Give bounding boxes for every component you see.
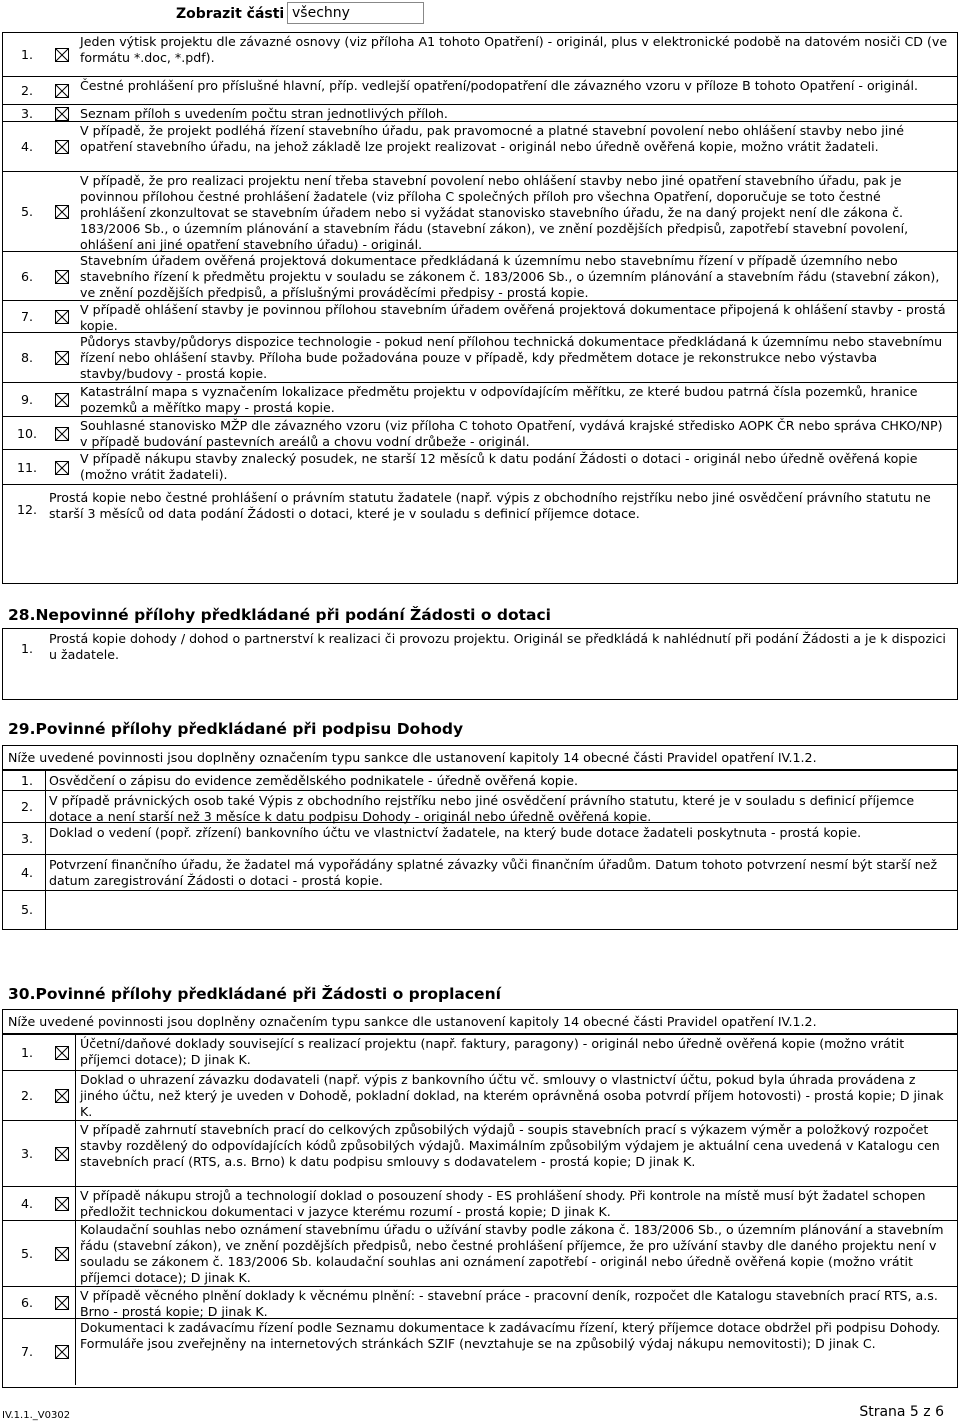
checkbox-checked-icon[interactable] (55, 84, 69, 98)
item-number: 3. (20, 1146, 34, 1161)
item-number: 9. (20, 392, 34, 407)
checkbox-checked-icon[interactable] (55, 427, 69, 441)
item-number: 1. (20, 1045, 34, 1060)
item-text: Půdorys stavby/půdorys dispozice technologie - pokud není přílohou technická dokumentace předkládaná k územnímu nebo stavebnímu řízení nebo ohlášení stavby. Příloha bude požadována pouze v případě, kdy předmětem dotace je rekonstrukce nebo výstavba stavby/budovy - prostá kopie. (80, 334, 943, 381)
item-number: 5. (20, 902, 34, 917)
list-item (3, 301, 957, 333)
item-text: Prostá kopie nebo čestné prohlášení o právním statutu žadatele (např. výpis z obchodního rejstříku nebo jiné osvědčení právního statutu ne starší 3 měsíců od data podání Žádosti o dotaci, které je v souladu s definicí příjemce dotace. (49, 490, 931, 521)
list-item (3, 450, 957, 485)
item-text: Seznam příloh s uvedením počtu stran jednotlivých příloh. (80, 106, 448, 121)
checkbox-checked-icon[interactable] (55, 1147, 69, 1161)
list-item (3, 1319, 957, 1385)
item-text: Kolaudační souhlas nebo oznámení stavebnímu úřadu o užívání stavby podle zákona č. 183/2006 Sb., o územním plánování a stavebním řádu (stavební zákon), ve znění pozdějších předpisů, nebo čestné prohlášení příjemce, že pro užívání stavby dle daného projektu není v souladu se zákonem č. 183/2006 Sb. kolaudační souhlas ani oznámení zapotřebí - originál nebo úředně ověřená kopie (možno vrátit příjemci dotace); D jinak K. (80, 1222, 944, 1285)
item-text: V případě nákupu stavby znalecký posudek, ne starší 12 měsíců k datu podání Žádosti o dotaci - originál nebo úředně ověřená kopie (možno vrátit žadateli). (80, 451, 918, 482)
item-number: 1. (20, 773, 34, 788)
filter-label: Zobrazit části (176, 6, 285, 22)
item-text: Účetní/daňové doklady související s realizací projektu (např. faktury, paragony) - originál nebo úředně ověřená kopie (možno vrátit příjemci dotace); D jinak K. (80, 1036, 905, 1067)
item-number: 8. (20, 350, 34, 365)
list-item (3, 33, 957, 77)
attachments-list-previous (2, 32, 958, 584)
list-item (3, 855, 957, 891)
list-item (3, 105, 957, 122)
footer-page: Strana 5 z 6 (859, 1404, 944, 1420)
section-29-list (2, 770, 958, 930)
item-number: 2. (20, 1088, 34, 1103)
checkbox-checked-icon[interactable] (55, 393, 69, 407)
list-item (3, 172, 957, 252)
item-text: Osvědčení o zápisu do evidence zemědělského podnikatele - úředně ověřená kopie. (49, 773, 579, 788)
item-number: 5. (20, 204, 34, 219)
item-number: 7. (20, 309, 34, 324)
checkbox-checked-icon[interactable] (55, 1247, 69, 1261)
section-30-list (2, 1034, 958, 1388)
list-item (3, 485, 957, 535)
list-item (3, 1035, 957, 1071)
checkbox-checked-icon[interactable] (55, 1345, 69, 1359)
item-text: Doklad o vedení (popř. zřízení) bankovního účtu ve vlastnictví žadatele, na který bude dotace žadateli poskytnuta - prostá kopie. (49, 825, 862, 840)
item-number: 11. (16, 459, 38, 475)
list-item (3, 252, 957, 301)
item-text: Čestné prohlášení pro příslušné hlavní, příp. vedlejší opatření/podopatření dle závazného vzoru v příloze B tohoto Opatření - originál. (80, 78, 919, 93)
list-item (3, 891, 957, 929)
item-text: V případě věcného plnění doklady k věcnému plnění: - stavební práce - pracovní deník, rozpočet dle Katalogu stavebních prací RTS, a.s. Brno - prostá kopie; D jinak K. (80, 1288, 938, 1319)
item-text: Dokumentaci k zadávacímu řízení podle Seznamu dokumentace k zadávacímu řízení, který příjemce dotace obdržel při podpisu Dohody. Formuláře jsou zveřejněny na internetových stránkách SZIF (nevztahuje se na způsobilý výdaj nákupu nemovitosti); D jinak C. (80, 1320, 941, 1351)
item-text: V případě nákupu strojů a technologií doklad o posouzení shody - ES prohlášení shody. Při kontrole na místě musí být žadatel schopen předložit technickou dokumentaci v jazyce kterému rozumí - prostá kopie; D jinak K. (80, 1188, 926, 1219)
section-29-note: Níže uvedené povinnosti jsou doplněny označením typu sankce dle ustanovení kapitoly 14 obecné části Pravidel opatření IV.1.2. (8, 750, 817, 765)
list-item (3, 1121, 957, 1187)
item-number: 5. (20, 1246, 34, 1261)
checkbox-checked-icon[interactable] (55, 107, 69, 121)
item-number: 2. (20, 799, 34, 814)
list-item (3, 383, 957, 417)
section-29-title: 29.Povinné přílohy předkládané při podpisu Dohody (8, 720, 464, 738)
item-text: V případě, že pro realizaci projektu není třeba stavební povolení nebo ohlášení stavby nebo jiné opatření stavebního úřadu, pak je povinnou přílohou čestné prohlášení žadatele (viz příloha C společných příloh pro všechna Opatření, doporučuje se toto čestné prohlášení zkonzultovat se stavebním úřadem nebo si vyžádat stanovisko stavebního úřadu, že na daný projekt není dle zákona č. 183/2006 Sb., o územním plánování a stavebním řádu (stavební zákon), ve znění pozdějších předpisů, zapotřebí stavební povolení, ohlášení ani jiné opatření stavebního úřadu) - originál. (80, 173, 909, 252)
list-item (3, 629, 957, 669)
list-item (3, 1071, 957, 1121)
list-item (3, 333, 957, 383)
item-number: 4. (20, 1196, 34, 1211)
section-30-title: 30.Povinné přílohy předkládané při Žádosti o proplacení (8, 985, 501, 1003)
item-text: Stavebním úřadem ověřená projektová dokumentace předkládaná k územnímu nebo stavebnímu řízení v případě územního nebo stavebního řízení k předmětu projektu v souladu se zákonem č. 183/2006 Sb., o územním plánování a stavebním řádu (stavební zákon), ve znění pozdějších předpisů, a příslušnými prováděcími předpisy - prostá kopie. (80, 253, 940, 300)
item-number: 3. (20, 831, 34, 846)
item-text: Katastrální mapa s vyznačením lokalizace předmětu projektu v odpovídajícím měřítku, ze které budou patrná čísla pozemků, hranice pozemků a měřítko mapy - prostá kopie. (80, 384, 918, 415)
item-number: 4. (20, 139, 34, 154)
checkbox-checked-icon[interactable] (55, 140, 69, 154)
item-number: 12. (16, 502, 38, 517)
item-text: V případě ohlášení stavby je povinnou přílohou stavebním úřadem ověřená projektová dokumentace připojená k ohlášení stavby - prostá kopie. (80, 302, 946, 333)
item-text: Prostá kopie dohody / dohod o partnerství k realizaci či provozu projektu. Originál se předkládá k nahlédnutí při podání Žádosti a je k dispozici u žadatele. (49, 631, 946, 662)
item-number: 6. (20, 268, 34, 284)
list-item (3, 823, 957, 855)
filter-select[interactable]: všechny (287, 2, 424, 24)
item-number: 3. (20, 106, 34, 121)
section-30-note: Níže uvedené povinnosti jsou doplněny označením typu sankce dle ustanovení kapitoly 14 obecné části Pravidel opatření IV.1.2. (8, 1014, 817, 1029)
item-number: 4. (20, 865, 34, 880)
checkbox-checked-icon[interactable] (55, 461, 69, 475)
item-number: 10. (16, 425, 38, 441)
item-text: Potvrzení finančního úřadu, že žadatel má vypořádány splatné závazky vůči finančním úřadům. Datum tohoto potvrzení nesmí být starší než datum zaregistrování Žádosti o dotaci - prostá kopie. (49, 857, 938, 888)
item-number: 6. (20, 1295, 34, 1310)
list-item (3, 1287, 957, 1319)
list-item (3, 1221, 957, 1287)
checkbox-checked-icon[interactable] (55, 1046, 69, 1060)
checkbox-checked-icon[interactable] (55, 1089, 69, 1103)
list-item (3, 417, 957, 450)
item-text: Jeden výtisk projektu dle závazné osnovy (viz příloha A1 tohoto Opatření) - originál, plus v elektronické podobě na datovém nosiči CD (ve formátu *.doc, *.pdf). (80, 34, 948, 65)
section-30-note-box (2, 1009, 958, 1034)
list-item (3, 1187, 957, 1221)
checkbox-checked-icon[interactable] (55, 1197, 69, 1211)
checkbox-checked-icon[interactable] (55, 48, 69, 62)
list-item (3, 122, 957, 172)
checkbox-checked-icon[interactable] (55, 351, 69, 365)
item-number: 7. (20, 1344, 34, 1359)
checkbox-checked-icon[interactable] (55, 310, 69, 324)
section-28-title: 28.Nepovinné přílohy předkládané při podání Žádosti o dotaci (8, 606, 551, 624)
checkbox-checked-icon[interactable] (55, 205, 69, 219)
checkbox-checked-icon[interactable] (55, 1296, 69, 1310)
checkbox-checked-icon[interactable] (55, 270, 69, 284)
list-item (3, 771, 957, 791)
list-item (3, 791, 957, 823)
item-text: V případě, že projekt podléhá řízení stavebního úřadu, pak pravomocné a platné stavební povolení nebo ohlášení stavby nebo jiné opatření stavebního úřadu, na jehož základě lze projekt realizovat - originál nebo úředně ověřená kopie, možno vrátit žadateli. (80, 123, 904, 154)
item-number: 1. (20, 641, 34, 656)
section-29-note-box (2, 745, 958, 770)
item-text: Doklad o uhrazení závazku dodavateli (např. výpis z bankovního účtu vč. smlouvy o vlastnictví účtu, pokud byla úhrada provádena z jiného účtu, než který je uveden v Dohodě, pokladní doklad, na kterém oprávněná osoba potvrdí příjem hotovosti) - prostá kopie; D jinak K. (80, 1072, 944, 1119)
list-item (3, 77, 957, 105)
footer-code: IV.1.1._V0302 (2, 1410, 71, 1421)
item-text: V případě právnických osob také Výpis z obchodního rejstříku nebo jiné osvědčení právního statutu, které je v souladu s definicí příjemce dotace a není starší než 3 měsíce k datu podpisu Dohody - originál nebo úředně ověřená kopie. (49, 793, 915, 824)
item-text: Souhlasné stanovisko MŽP dle závazného vzoru (viz příloha C tohoto Opatření, vydává krajské středisko AOPK ČR nebo správa CHKO/NP) v případě budování pastevních areálů a chovu vodní drůbeže - originál. (80, 418, 943, 449)
item-number: 2. (20, 83, 34, 98)
item-number: 1. (20, 47, 34, 62)
section-28-list (2, 628, 958, 700)
item-text: V případě zahrnutí stavebních prací do celkových způsobilých výdajů - soupis stavebních prací s výkazem výměr a položkový rozpočet stavby rozdělený do odpovídajících kódů způsobilých výdajů. Maximálním způsobilým výdajem je aktuální cena uvedená v Katalogu cen stavebních prací (RTS, a.s. Brno) k datu podpisu smlouvy s dodavatelem - prostá kopie; D jinak K. (80, 1122, 940, 1169)
